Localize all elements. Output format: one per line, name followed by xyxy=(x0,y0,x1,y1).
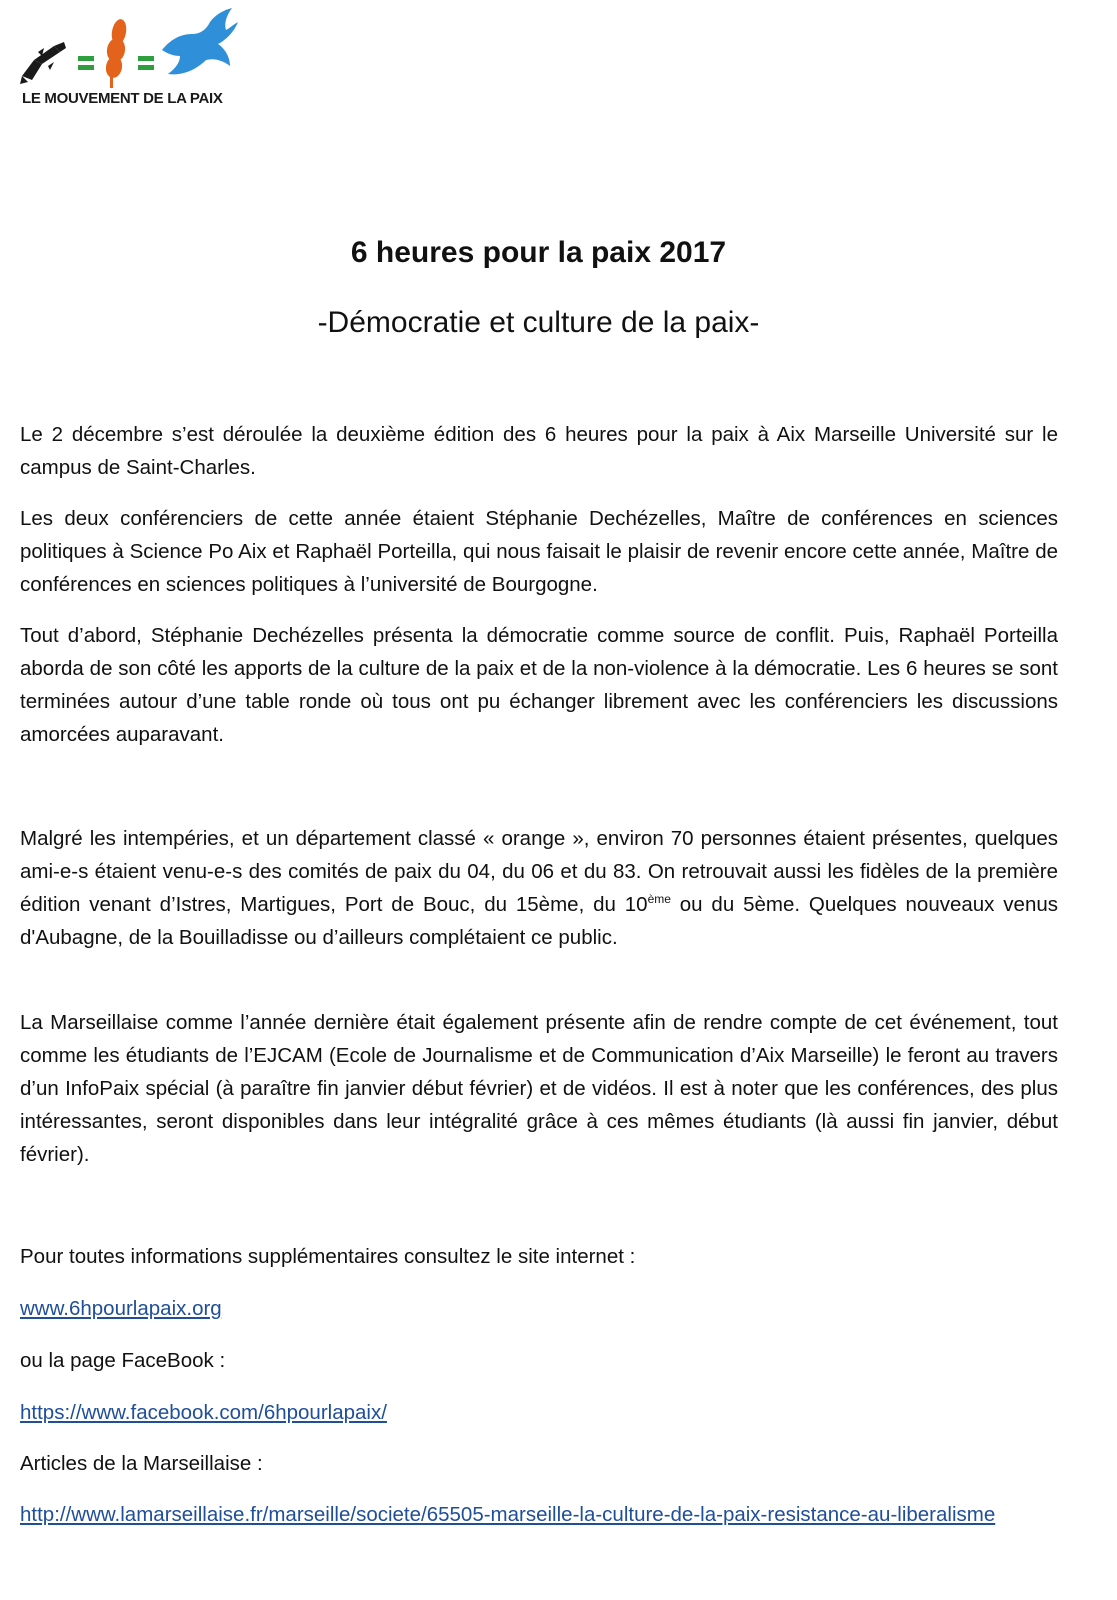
document-title: 6 heures pour la paix 2017 xyxy=(350,236,727,269)
logo xyxy=(20,4,240,114)
paragraph-program: Tout d’abord, Stéphanie Dechézelles présenta la démocratie comme source de conflit. Puis, Raphaël Porteilla aborda de son côté les apports de la culture de la paix et de la non-violence à la démocratie. Les 6 heures se sont terminées autour d’une table ronde où tous ont pu échanger librement avec les conférenciers les discussions amorcées auparavant. xyxy=(20,624,1058,746)
info-intro: Pour toutes informations supplémentaires consultez le site internet : xyxy=(20,1245,636,1268)
articles-link[interactable]: http://www.lamarseillaise.fr/marseille/societe/65505-marseille-la-culture-de-la-paix-resistance-au-liberalisme xyxy=(20,1503,996,1526)
document-subtitle: -Démocratie et culture de la paix- xyxy=(317,306,760,339)
website-line xyxy=(20,1292,222,1325)
facebook-link[interactable]: https://www.facebook.com/6hpourlapaix/ xyxy=(20,1401,387,1424)
facebook-line xyxy=(20,1396,387,1429)
peace-movement-logo-icon xyxy=(20,4,240,92)
ordinal-superscript: ème xyxy=(647,892,671,907)
attendance-text-before: Malgré les intempéries, et un département classé « orange », environ 70 personnes étaient présentes, quelques ami-e-s étaient venu-e-s des comités de paix du 04, du 06 et du 83. On retrouvait aussi les fidèles de la première édition venant d’Istres, Martigues, Port de Bouc, du 15ème, du 10 xyxy=(20,827,1058,916)
dove-icon xyxy=(162,8,238,74)
articles-line xyxy=(20,1498,1058,1531)
paragraph-speakers: Les deux conférenciers de cette année étaient Stéphanie Dechézelles, Maître de conférences en sciences politiques à Science Po Aix et Raphaël Porteilla, qui nous faisait le plaisir de revenir encore cette année, Maître de conférences en sciences politiques à l’université de Bourgogne. xyxy=(20,507,1058,596)
missile-icon xyxy=(20,42,66,84)
paragraph-press: La Marseillaise comme l’année dernière était également présente afin de rendre compte de cet événement, tout comme les étudiants de l’EJCAM (Ecole de Journalisme et de Communication d’Aix Marseille) le feront au travers d’un InfoPaix spécial (à paraître fin janvier début février) et de vidéos. Il est à noter que les conférences, des plus intéressantes, seront disponibles dans leur intégralité grâce à ces mêmes étudiants (là aussi fin janvier, début février). xyxy=(20,1011,1058,1166)
paragraph-attendance xyxy=(20,822,1058,954)
facebook-intro: ou la page FaceBook : xyxy=(20,1349,226,1372)
articles-intro: Articles de la Marseillaise : xyxy=(20,1452,263,1475)
website-link[interactable]: www.6hpourlapaix.org xyxy=(20,1297,222,1320)
paragraph-intro: Le 2 décembre s’est déroulée la deuxième édition des 6 heures pour la paix à Aix Marseille Université sur le campus de Saint-Charles. xyxy=(20,423,1058,479)
logo-text: LE MOUVEMENT DE LA PAIX xyxy=(22,90,223,107)
wheat-icon xyxy=(104,18,128,88)
attendance-text-after: ou du 5ème. Quelques nouveaux venus d'Aubagne, de la Bouilladisse ou d’ailleurs complétaient ce public. xyxy=(20,893,1058,949)
